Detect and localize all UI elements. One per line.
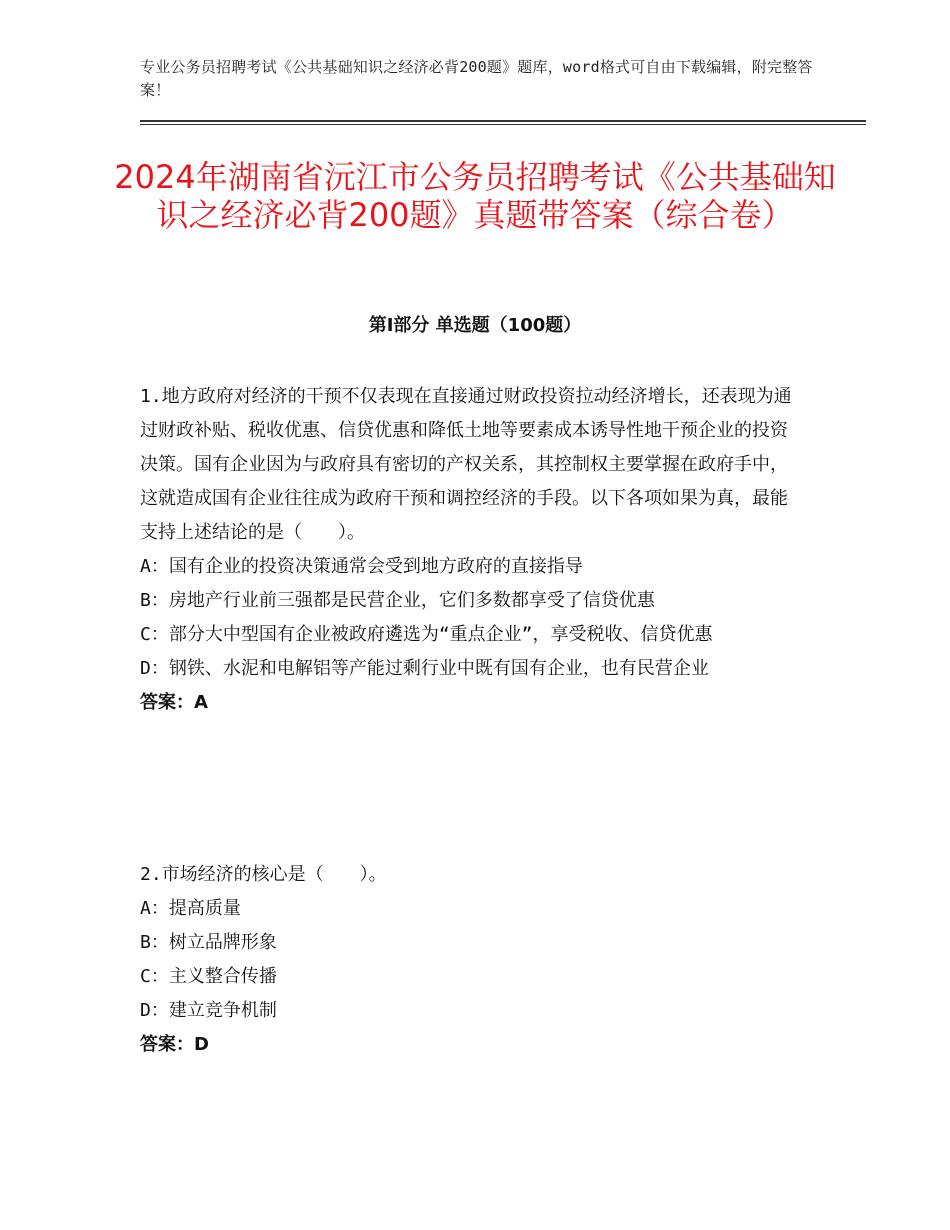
question-stem: 2.市场经济的核心是（ ）。	[140, 864, 387, 885]
question-1	[140, 380, 805, 720]
option-d: D：钢铁、水泥和电解铝等产能过剩行业中既有国有企业，也有民营企业	[140, 658, 709, 679]
option-a: A：国有企业的投资决策通常会受到地方政府的直接指导	[140, 556, 583, 577]
question-2	[140, 858, 805, 1062]
option-b: B：房地产行业前三强都是民营企业，它们多数都享受了信贷优惠	[140, 590, 655, 611]
answer-line: 答案：A	[140, 692, 208, 713]
answer-line: 答案：D	[140, 1034, 209, 1055]
option-d: D：建立竞争机制	[140, 1000, 277, 1021]
header-divider-thin	[140, 124, 866, 125]
section-heading: 第Ⅰ部分 单选题（100题）	[368, 315, 582, 336]
header-note: 专业公务员招聘考试《公共基础知识之经济必背200题》题库，word格式可自由下载编辑，附完整答案！	[140, 58, 813, 99]
option-b: B：树立品牌形象	[140, 932, 277, 953]
option-a: A：提高质量	[140, 898, 241, 919]
header-divider-thick	[140, 120, 866, 122]
option-c: C：部分大中型国有企业被政府遴选为“重点企业”，享受税收、信贷优惠	[140, 624, 713, 645]
option-c: C：主义整合传播	[140, 966, 277, 987]
document-title: 2024年湖南省沅江市公务员招聘考试《公共基础知识之经济必背200题》真题带答案（综合卷）	[114, 158, 836, 234]
question-stem: 1.地方政府对经济的干预不仅表现在直接通过财政投资拉动经济增长，还表现为通过财政补贴、税收优惠、信贷优惠和降低土地等要素成本诱导性地干预企业的投资决策。国有企业因为与政府具有密切的产权关系，其控制权主要掌握在政府手中，这就造成国有企业往往成为政府干预和调控经济的手段。以下各项如果为真，最能支持上述结论的是（ ）。	[140, 386, 792, 543]
